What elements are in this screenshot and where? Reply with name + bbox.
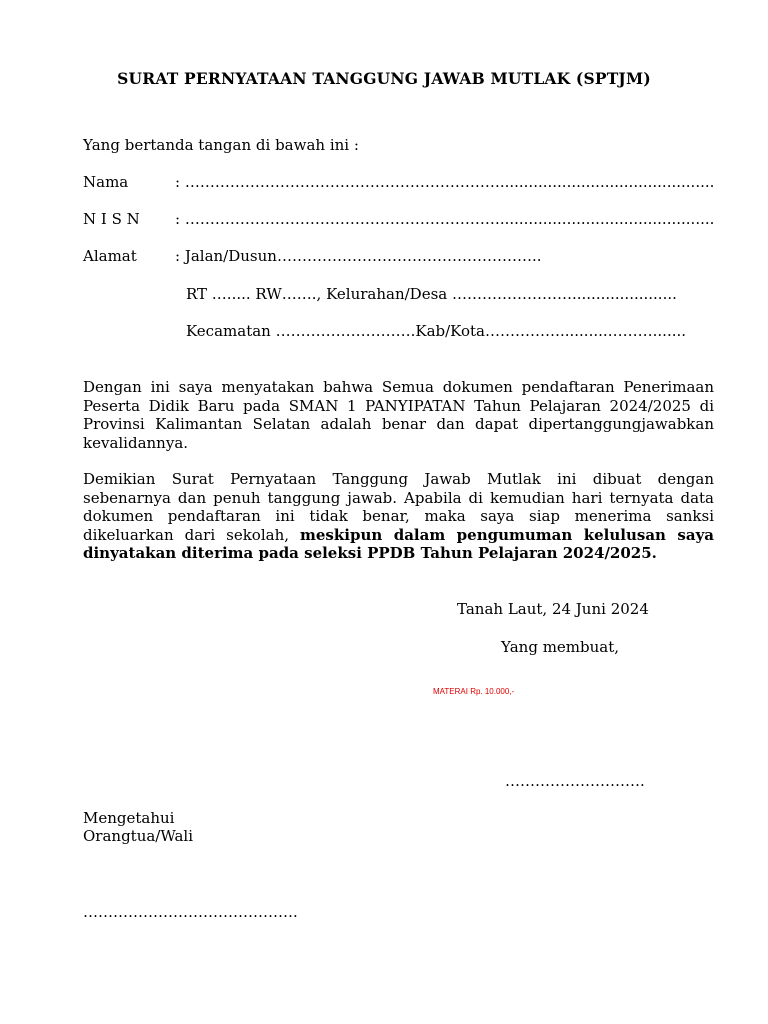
statement-paragraph: Dengan ini saya menyatakan bahwa Semua dokumen pendaftaran Penerimaan Peserta Didik Baru pada SMAN 1 PANYIPATAN Tahun Pelajaran 2024/2025 di Provinsi Kalimantan Selatan adalah benar dan dapat dipertanggungjawabkan kevalidannya. — [83, 378, 714, 452]
nisn-value: : ………………………………………………………............................................. — [175, 210, 715, 228]
place-date: Tanah Laut, 24 Juni 2024 — [457, 600, 649, 618]
intro-text: Yang bertanda tangan di bawah ini : — [83, 136, 359, 154]
nama-value: : ………………………………………………………............................................. — [175, 173, 715, 191]
acknowledge-label: Mengetahui — [83, 809, 175, 827]
maker-label: Yang membuat, — [501, 638, 620, 656]
nama-label: Nama — [83, 173, 129, 191]
guardian-label: Orangtua/Wali — [83, 827, 194, 845]
guardian-signature-line: ……………………………………. — [83, 903, 298, 921]
alamat-rt-rw: RT …..... RW……., Kelurahan/Desa ……………………...................... — [186, 285, 677, 303]
document-title: SURAT PERNYATAAN TANGGUNG JAWAB MUTLAK (SPTJM) — [117, 69, 651, 88]
maker-signature-line: ………………………. — [505, 772, 645, 790]
closing-paragraph — [83, 470, 714, 563]
alamat-label: Alamat — [83, 247, 137, 265]
closing-paragraph-text: Demikian Surat Pernyataan Tanggung Jawab Mutlak ini dibuat dengan sebenarnya dan penuh tanggung jawab. Apabila di kemudian hari ternyata data dokumen pendaftaran ini tidak benar, maka saya siap menerima sanksi dikeluarkan dari sekolah, — [83, 470, 714, 544]
alamat-kecamatan: Kecamatan ……………………….Kab/Kota……………..........………....... — [186, 322, 687, 340]
closing-paragraph-bold: meskipun dalam pengumuman kelulusan saya dinyatakan diterima pada seleksi PPDB Tahun Pelajaran 2024/2025. — [83, 525, 714, 562]
materai-note: MATERAI Rp. 10.000,- — [433, 687, 515, 696]
nisn-label: N I S N — [83, 210, 140, 228]
alamat-jalan: : Jalan/Dusun…………………………………………….. — [175, 247, 542, 265]
